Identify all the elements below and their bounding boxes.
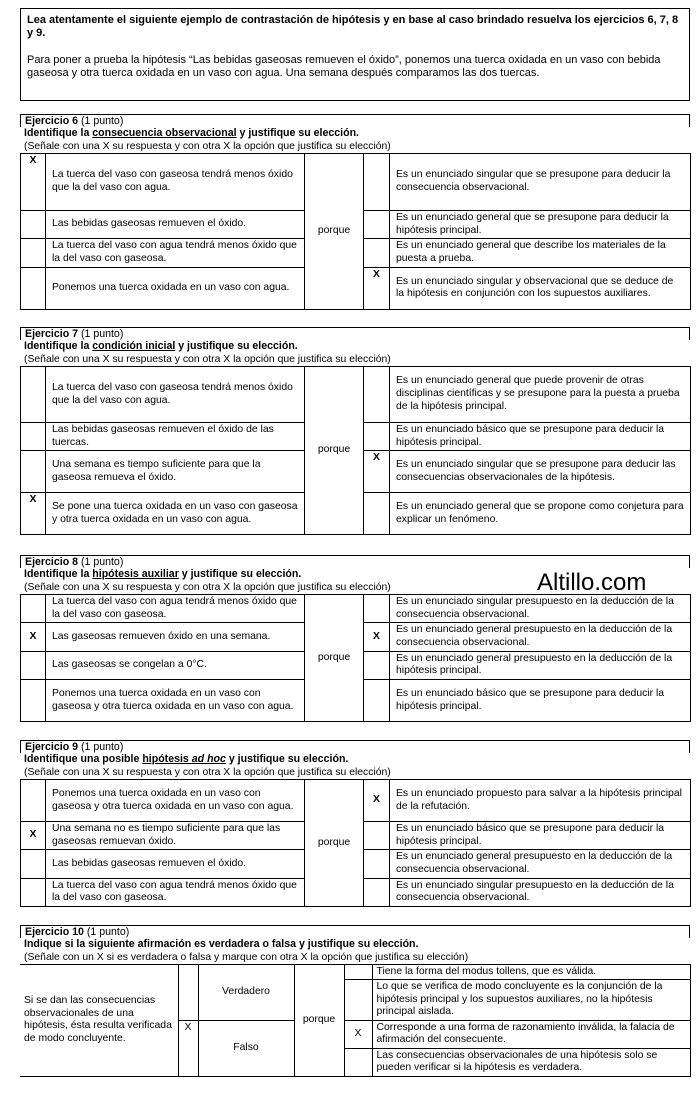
intro-case: Para poner a prueba la hipótesis “Las bebidas gaseosas remueven el óxido”, ponemos una tuerca oxidada en un vaso con bebida gaseosa y otra tuerca oxidada en un vaso con agua. Una semana después comparamos las dos tuercas. xyxy=(27,53,661,80)
right-option[interactable]: Tiene la forma del modus tollens, que es válida. xyxy=(372,965,690,980)
left-mark-cell[interactable] xyxy=(21,267,46,309)
left-mark-cell[interactable] xyxy=(21,850,46,878)
porque-cell: porque xyxy=(305,780,364,907)
exercise-question: Indique si la siguiente afirmación es verdadera o falsa y justifique su elección. xyxy=(24,938,419,950)
false-mark-cell[interactable]: X xyxy=(178,1020,198,1076)
left-option[interactable]: La tuerca del vaso con agua tendrá menos óxido que la del vaso con gaseosa. xyxy=(46,239,305,267)
right-mark-cell[interactable] xyxy=(364,493,390,535)
left-option[interactable]: Una semana no es tiempo suficiente para que las gaseosas remuevan óxido. xyxy=(46,822,305,850)
left-option[interactable]: La tuerca del vaso con agua tendrá menos óxido que la del vaso con gaseosa. xyxy=(46,595,305,623)
left-mark-cell[interactable] xyxy=(21,423,46,451)
exercise-title: Ejercicio 7 (1 punto) xyxy=(20,327,690,340)
exercise-note: (Señale con una X su respuesta y con otra X la opción que justifica su elección) xyxy=(24,141,391,152)
right-mark-cell[interactable] xyxy=(364,239,390,267)
exercise-question: Identifique la hipótesis auxiliar y justifique su elección. xyxy=(24,568,302,580)
left-option[interactable]: Las gaseosas remueven óxido en una semana. xyxy=(46,623,305,651)
right-option[interactable]: Es un enunciado general que se presupone para deducir la hipótesis principal. xyxy=(390,211,691,239)
left-mark-cell[interactable]: X xyxy=(21,154,46,211)
left-option[interactable]: Las bebidas gaseosas remueven el óxido de las tuercas. xyxy=(46,423,305,451)
true-option[interactable]: Verdadero xyxy=(198,965,294,1021)
right-mark-cell[interactable]: X xyxy=(364,780,390,822)
answer-table xyxy=(20,153,691,310)
right-option[interactable]: Es un enunciado general presupuesto en la deducción de la consecuencia observacional. xyxy=(390,850,691,878)
left-option[interactable]: Las bebidas gaseosas remueven el óxido. xyxy=(46,850,305,878)
exercise-note: (Señale con una X su respuesta y con otra X la opción que justifica su elección) xyxy=(24,767,391,778)
left-mark-cell[interactable] xyxy=(21,451,46,493)
right-option[interactable]: Corresponde a una forma de razonamiento inválida, la falacia de afirmación del consecuente. xyxy=(372,1020,690,1048)
statement-cell: Si se dan las consecuencias observacionales de una hipótesis, ésta resulta verificada de modo concluyente. xyxy=(20,965,178,1077)
intro-box xyxy=(20,8,690,101)
porque-cell: porque xyxy=(294,965,344,1077)
right-mark-cell[interactable] xyxy=(364,651,390,679)
right-mark-cell[interactable] xyxy=(364,822,390,850)
right-mark-cell[interactable] xyxy=(364,595,390,623)
exercise-title: Ejercicio 10 (1 punto) xyxy=(20,925,690,938)
right-mark-cell[interactable] xyxy=(364,367,390,423)
right-option[interactable]: Es un enunciado general presupuesto en la deducción de la consecuencia observacional. xyxy=(390,623,691,651)
answer-table xyxy=(20,964,691,1077)
left-mark-cell[interactable]: X xyxy=(21,623,46,651)
porque-cell: porque xyxy=(305,154,364,310)
left-option[interactable]: Una semana es tiempo suficiente para que la gaseosa remueva el óxido. xyxy=(46,451,305,493)
right-option[interactable]: Es un enunciado básico que se presupone para deducir la hipótesis principal. xyxy=(390,822,691,850)
left-mark-cell[interactable]: X xyxy=(21,822,46,850)
right-mark-cell[interactable]: X xyxy=(364,451,390,493)
intro-instruction: Lea atentamente el siguiente ejemplo de contrastación de hipótesis y en base al caso brindado resuelva los ejercicios 6, 7, 8 y 9. xyxy=(27,14,679,40)
exercise-question: Identifique la condición inicial y justifique su elección. xyxy=(24,340,298,352)
right-option[interactable]: Es un enunciado singular presupuesto en la deducción de la consecuencia observacional. xyxy=(390,878,691,906)
right-mark-cell[interactable]: X xyxy=(344,1020,372,1048)
right-option[interactable]: Es un enunciado propuesto para salvar a la hipótesis principal de la refutación. xyxy=(390,780,691,822)
right-mark-cell[interactable] xyxy=(364,154,390,211)
left-mark-cell[interactable] xyxy=(21,680,46,722)
left-mark-cell[interactable] xyxy=(21,211,46,239)
exercise-question: Identifique una posible hipótesis ad hoc y justifique su elección. xyxy=(24,753,349,765)
right-option[interactable]: Es un enunciado básico que se presupone para deducir la hipótesis principal. xyxy=(390,423,691,451)
right-mark-cell[interactable] xyxy=(364,878,390,906)
exercise-note: (Señale con un X si es verdadera o falsa y marque con otra X la opción que justifica su elección) xyxy=(24,952,469,963)
left-mark-cell[interactable]: X xyxy=(21,493,46,535)
right-option[interactable]: Es un enunciado general que puede provenir de otras disciplinas científicas y se presupone para la puesta a prueba de la hipótesis principal. xyxy=(390,367,691,423)
exercise-note: (Señale con una X su respuesta y con otra X la opción que justifica su elección) xyxy=(24,582,391,593)
exercise-title: Ejercicio 6 (1 punto) xyxy=(20,114,690,127)
porque-cell: porque xyxy=(305,595,364,722)
right-mark-cell[interactable]: X xyxy=(364,267,390,309)
right-option[interactable]: Las consecuencias observacionales de una hipótesis solo se pueden verificar si la hipótesis es verdadera. xyxy=(372,1048,690,1076)
false-option[interactable]: Falso xyxy=(198,1020,294,1076)
left-option[interactable]: Ponemos una tuerca oxidada en un vaso con gaseosa y otra tuerca oxidada en un vaso con agua. xyxy=(46,780,305,822)
left-option[interactable]: Ponemos una tuerca oxidada en un vaso con agua. xyxy=(46,267,305,309)
right-mark-cell[interactable] xyxy=(364,850,390,878)
exercise-9 xyxy=(20,740,690,907)
left-mark-cell[interactable] xyxy=(21,651,46,679)
exercise-10 xyxy=(20,925,690,1077)
exercise-note: (Señale con una X su respuesta y con otra X la opción que justifica su elección) xyxy=(24,354,391,365)
right-option[interactable]: Es un enunciado singular que se presupone para deducir las consecuencias observacionales de la hipótesis. xyxy=(390,451,691,493)
right-mark-cell[interactable] xyxy=(364,680,390,722)
answer-table xyxy=(20,366,691,535)
right-option[interactable]: Es un enunciado general que se propone como conjetura para explicar un fenómeno. xyxy=(390,493,691,535)
exercise-title: Ejercicio 9 (1 punto) xyxy=(20,740,690,753)
exercise-question: Identifique la consecuencia observacional y justifique su elección. xyxy=(24,127,359,139)
right-option[interactable]: Es un enunciado singular que se presupone para deducir la consecuencia observacional. xyxy=(390,154,691,211)
left-mark-cell[interactable] xyxy=(21,780,46,822)
left-option[interactable]: Las gaseosas se congelan a 0°C. xyxy=(46,651,305,679)
left-mark-cell[interactable] xyxy=(21,367,46,423)
left-mark-cell[interactable] xyxy=(21,595,46,623)
left-option[interactable]: Ponemos una tuerca oxidada en un vaso con gaseosa y otra tuerca oxidada en un vaso con agua. xyxy=(46,680,305,722)
left-mark-cell[interactable] xyxy=(21,239,46,267)
right-mark-cell[interactable]: X xyxy=(364,623,390,651)
exercise-title: Ejercicio 8 (1 punto) xyxy=(20,555,690,568)
right-mark-cell[interactable] xyxy=(364,211,390,239)
right-option[interactable]: Es un enunciado general presupuesto en la deducción de la hipótesis principal. xyxy=(390,651,691,679)
true-mark-cell[interactable] xyxy=(178,965,198,1021)
right-option[interactable]: Es un enunciado singular y observacional que se deduce de la hipótesis en conjunción con los supuestos auxiliares. xyxy=(390,267,691,309)
left-option[interactable]: La tuerca del vaso con gaseosa tendrá menos óxido que la del vaso con agua. xyxy=(46,367,305,423)
right-mark-cell[interactable] xyxy=(344,1048,372,1076)
left-option[interactable]: La tuerca del vaso con gaseosa tendrá menos óxido que la del vaso con agua. xyxy=(46,154,305,211)
left-option[interactable]: Se pone una tuerca oxidada en un vaso con gaseosa y otra tuerca oxidada en un vaso con agua. xyxy=(46,493,305,535)
porque-cell: porque xyxy=(305,367,364,535)
right-option[interactable]: Es un enunciado singular presupuesto en la deducción de la consecuencia observacional. xyxy=(390,595,691,623)
right-option[interactable]: Lo que se verifica de modo concluyente es la conjunción de la hipótesis principal y los supuestos auxiliares, no la hipótesis principal aislada. xyxy=(372,980,690,1020)
right-option[interactable]: Es un enunciado básico que se presupone para deducir la hipótesis principal. xyxy=(390,680,691,722)
answer-table xyxy=(20,594,691,722)
left-option[interactable]: La tuerca del vaso con agua tendrá menos óxido que la del vaso con gaseosa. xyxy=(46,878,305,906)
right-mark-cell[interactable] xyxy=(364,423,390,451)
exercise-6 xyxy=(20,114,690,310)
right-mark-cell[interactable] xyxy=(344,965,372,980)
right-option[interactable]: Es un enunciado general que describe los materiales de la puesta a prueba. xyxy=(390,239,691,267)
watermark-text: Altillo.com xyxy=(537,569,647,596)
left-mark-cell[interactable] xyxy=(21,878,46,906)
exercise-7 xyxy=(20,327,690,535)
right-mark-cell[interactable] xyxy=(344,980,372,1020)
left-option[interactable]: Las bebidas gaseosas remueven el óxido. xyxy=(46,211,305,239)
answer-table xyxy=(20,779,691,907)
